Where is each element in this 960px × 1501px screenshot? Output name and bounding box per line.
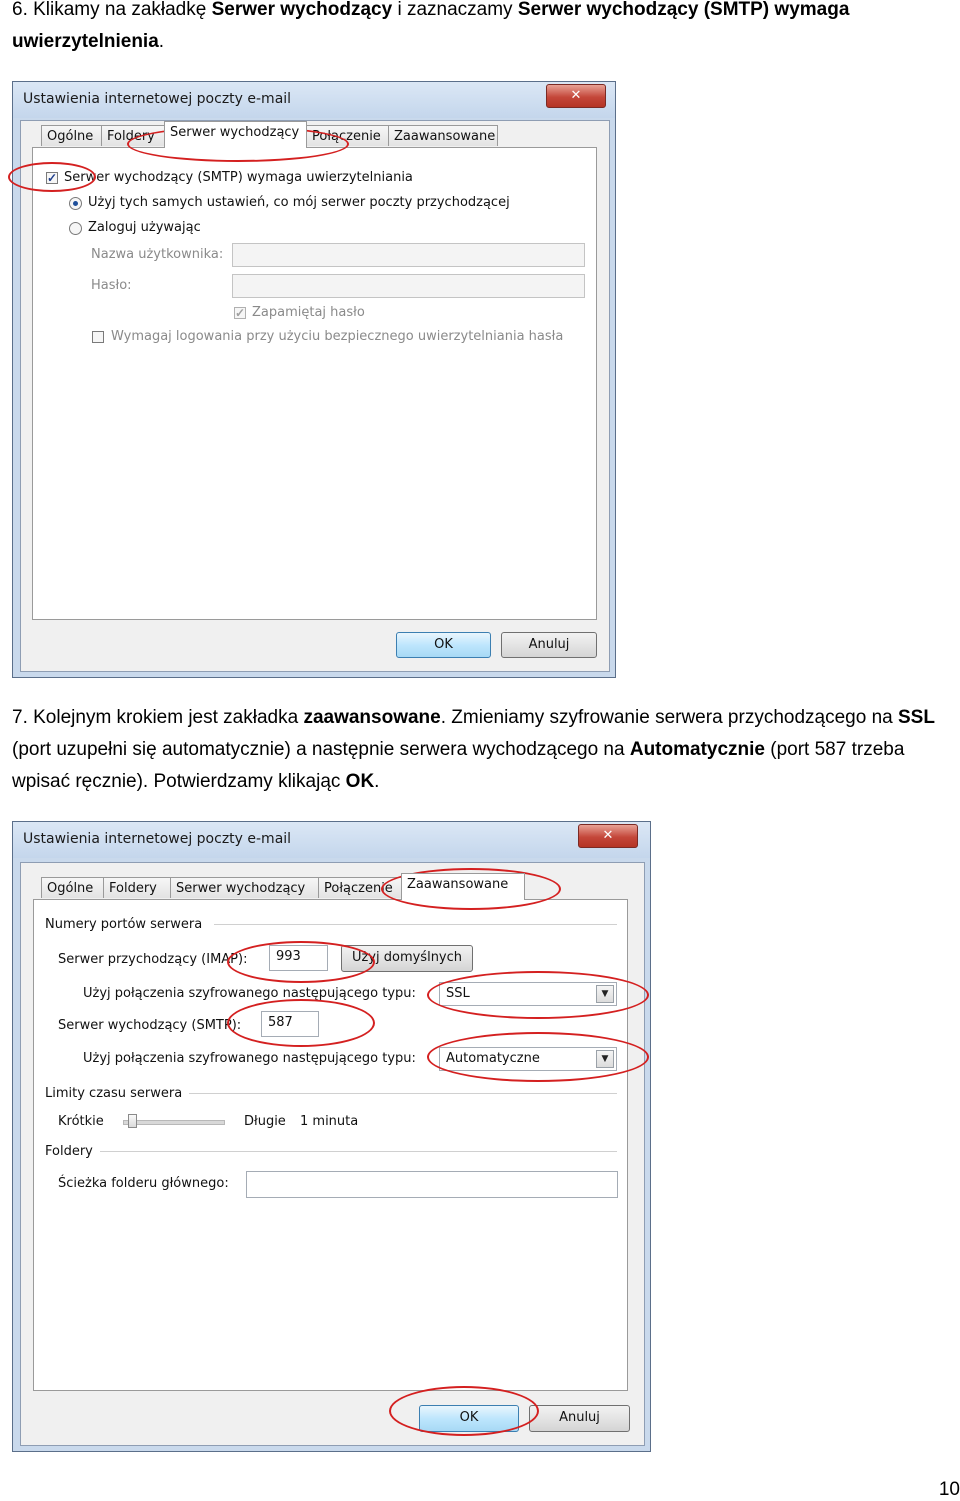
dialog1-cancel-button[interactable]: Anuluj — [501, 632, 597, 658]
dialog1-title: Ustawienia internetowej poczty e-mail — [23, 91, 292, 107]
folders-group-title: Foldery — [45, 1144, 93, 1159]
annotation-ring-automatic — [427, 1032, 649, 1082]
root-folder-label: Ścieżka folderu głównego: — [58, 1176, 229, 1191]
dialog2-close-button[interactable]: ✕ — [578, 824, 638, 848]
timeout-short-label: Krótkie — [58, 1114, 104, 1129]
spa-checkbox[interactable] — [92, 331, 104, 343]
dialog1-tab-page — [32, 147, 597, 620]
outgoing-port-label: Serwer wychodzący (SMTP): — [58, 1018, 242, 1033]
incoming-encryption-value: SSL — [446, 986, 470, 1001]
dialog2-title: Ustawienia internetowej poczty e-mail — [23, 831, 292, 847]
tab-outgoing-server[interactable]: Serwer wychodzący — [164, 121, 307, 148]
root-folder-field[interactable] — [246, 1171, 618, 1198]
step7-text-2: . Zmieniamy szyfrowanie serwera przychodzącego na — [440, 707, 898, 728]
smtp-auth-checkbox[interactable]: ✓ — [47, 171, 58, 185]
tab-outgoing-server[interactable]: Serwer wychodzący — [170, 877, 319, 898]
radio-login-using[interactable] — [69, 222, 82, 235]
spa-label: Wymagaj logowania przy użyciu bezpiecznego uwierzytelniania hasła — [111, 329, 564, 344]
step7-bold-2: SSL — [897, 707, 935, 728]
step6-number: 6. — [12, 0, 34, 20]
timeout-slider-handle[interactable] — [128, 1114, 137, 1128]
tab-connection[interactable]: Połączenie — [318, 877, 402, 898]
step7-text-1: 7. Kolejnym krokiem jest zakładka — [12, 707, 304, 728]
outgoing-encryption-value: Automatyczne — [446, 1051, 540, 1066]
incoming-encryption-label: Użyj połączenia szyfrowanego następującego typu: — [83, 986, 416, 1001]
tab-general[interactable]: Ogólne — [41, 877, 104, 898]
step7-bold-1: zaawansowane — [303, 707, 441, 728]
timeout-long-label: Długie — [244, 1114, 286, 1129]
tab-folders[interactable]: Foldery — [103, 877, 171, 898]
step6-text-2: i zaznaczamy — [392, 0, 518, 20]
page-number: 10 — [938, 1479, 960, 1500]
use-defaults-button[interactable]: Użyj domyślnych — [341, 945, 473, 972]
tab-folders[interactable]: Foldery — [101, 125, 165, 146]
tab-general[interactable]: Ogólne — [41, 125, 102, 146]
chevron-down-icon: ▼ — [596, 985, 614, 1003]
timeouts-group-line — [189, 1093, 617, 1094]
dialog-advanced — [12, 821, 651, 1452]
radio-same-settings-label: Użyj tych samych ustawień, co mój serwer poczty przychodzącej — [88, 195, 510, 210]
step7-text-4: (port 587 trzeba wpisać ręcznie). Potwierdzamy klikając — [12, 739, 905, 792]
ports-group-title: Numery portów serwera — [45, 917, 203, 932]
smtp-auth-label: Serwer wychodzący (SMTP) wymaga uwierzytelniania — [64, 170, 413, 185]
dialog1-close-button[interactable]: ✕ — [546, 84, 606, 108]
annotation-ring-ssl — [427, 971, 649, 1019]
step7-text-5: . — [374, 771, 380, 792]
dialog1-client — [20, 120, 610, 672]
chevron-down-icon: ▼ — [596, 1050, 614, 1068]
password-label: Hasło: — [91, 278, 132, 293]
radio-login-using-label: Zaloguj używając — [88, 220, 201, 235]
timeout-value: 1 minuta — [300, 1114, 359, 1129]
timeout-slider-track — [123, 1120, 225, 1125]
step7-bold-3: Automatycznie — [629, 739, 765, 760]
ports-group-line — [214, 924, 617, 925]
dialog2-ok-button[interactable]: OK — [419, 1405, 519, 1432]
timeouts-group-title: Limity czasu serwera — [45, 1086, 183, 1101]
step6-bold-1: Serwer wychodzący — [211, 0, 393, 20]
step7-paragraph — [12, 702, 960, 798]
dialog2-cancel-button[interactable]: Anuluj — [529, 1405, 630, 1432]
step6-text-3: . — [158, 31, 165, 52]
step6-paragraph — [12, 0, 952, 58]
username-field[interactable] — [232, 243, 585, 267]
tab-advanced[interactable]: Zaawansowane — [401, 873, 525, 900]
annotation-ring-checkbox — [8, 162, 96, 192]
outgoing-encryption-label: Użyj połączenia szyfrowanego następującego typu: — [83, 1051, 416, 1066]
annotation-ring-incoming-port — [227, 941, 375, 983]
step7-bold-4: OK — [345, 771, 375, 792]
dialog-outgoing-server — [12, 81, 616, 678]
step7-text-3: (port uzupełni się automatycznie) a następnie serwera wychodzącego na — [12, 739, 630, 760]
username-label: Nazwa użytkownika: — [91, 247, 224, 262]
annotation-ring-outgoing-port — [227, 999, 375, 1047]
radio-same-settings[interactable] — [69, 197, 82, 210]
tab-connection[interactable]: Połączenie — [306, 125, 389, 146]
remember-password-checkbox[interactable]: ✓ — [235, 306, 246, 320]
incoming-port-label: Serwer przychodzący (IMAP): — [58, 952, 248, 967]
incoming-port-field[interactable]: 993 — [269, 945, 328, 971]
remember-password-label: Zapamiętaj hasło — [252, 305, 365, 320]
annotation-ring-ok — [389, 1386, 539, 1436]
password-field[interactable] — [232, 274, 585, 298]
step6-text-1: Klikamy na zakładkę — [33, 0, 212, 20]
tab-advanced[interactable]: Zaawansowane — [388, 125, 498, 146]
step6-bold-2: Serwer wychodzący (SMTP) wymaga uwierzytelnienia — [12, 0, 850, 52]
dialog1-ok-button[interactable]: OK — [396, 632, 491, 658]
outgoing-port-field[interactable]: 587 — [261, 1011, 319, 1037]
folders-group-line — [100, 1151, 617, 1152]
